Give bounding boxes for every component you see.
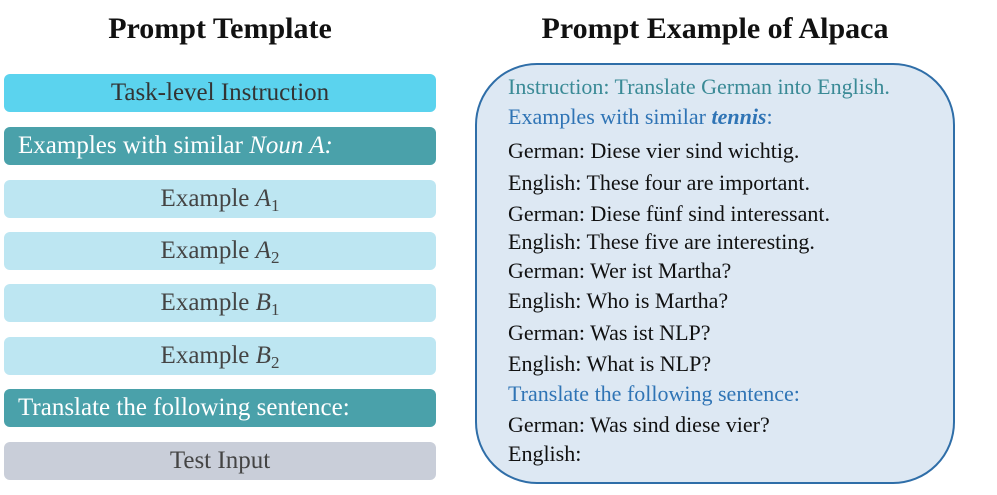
example-variable: B	[255, 289, 271, 316]
examples-header-noun: Noun A	[249, 132, 325, 159]
example-instruction-line: Instruction: Translate German into English.	[508, 74, 890, 99]
example-block-a1	[4, 180, 436, 218]
pair-line: English: What is NLP?	[508, 351, 712, 376]
example-label: Example	[160, 237, 256, 264]
example-block-a2	[4, 232, 436, 270]
example-header-colon: :	[766, 104, 773, 129]
pair-line: German: Diese vier sind wichtig.	[508, 138, 800, 163]
examples-header-prefix: Examples with similar	[18, 132, 250, 159]
example-variable: B	[255, 342, 271, 369]
example-keyword: tennis	[711, 104, 767, 129]
translate-instruction-block: Translate the following sentence:	[4, 389, 436, 427]
pair-line: German: Wer ist Martha?	[508, 258, 732, 283]
example-header-line	[508, 104, 773, 130]
test-english-line: English:	[508, 441, 582, 466]
example-translate-line: Translate the following sentence:	[508, 381, 800, 406]
prompt-example-heading: Prompt Example of Alpaca	[541, 12, 889, 45]
pair-line: English: These four are important.	[508, 170, 811, 195]
example-variable: A	[255, 237, 271, 264]
test-input-block: Test Input	[4, 442, 436, 480]
example-variable: A	[255, 185, 271, 212]
example-label: Example	[160, 342, 256, 369]
example-block-b1	[4, 284, 436, 322]
example-label: Example	[160, 185, 256, 212]
examples-header-colon: :	[324, 132, 333, 159]
example-label: Example	[160, 289, 256, 316]
task-instruction-block: Task-level Instruction	[4, 74, 436, 112]
example-block-b2	[4, 337, 436, 375]
examples-header-block	[4, 127, 436, 165]
example-subscript: 2	[270, 353, 280, 372]
example-header-prefix: Examples with similar	[508, 104, 712, 129]
prompt-template-heading: Prompt Template	[108, 12, 332, 45]
example-subscript: 1	[270, 196, 280, 215]
test-german-line: German: Was sind diese vier?	[508, 412, 770, 437]
example-subscript: 1	[270, 300, 280, 319]
example-subscript: 2	[270, 248, 280, 267]
pair-line: English: Who is Martha?	[508, 288, 729, 313]
pair-line: German: Diese fünf sind interessant.	[508, 201, 830, 226]
pair-line: German: Was ist NLP?	[508, 320, 711, 345]
pair-line: English: These five are interesting.	[508, 229, 815, 254]
